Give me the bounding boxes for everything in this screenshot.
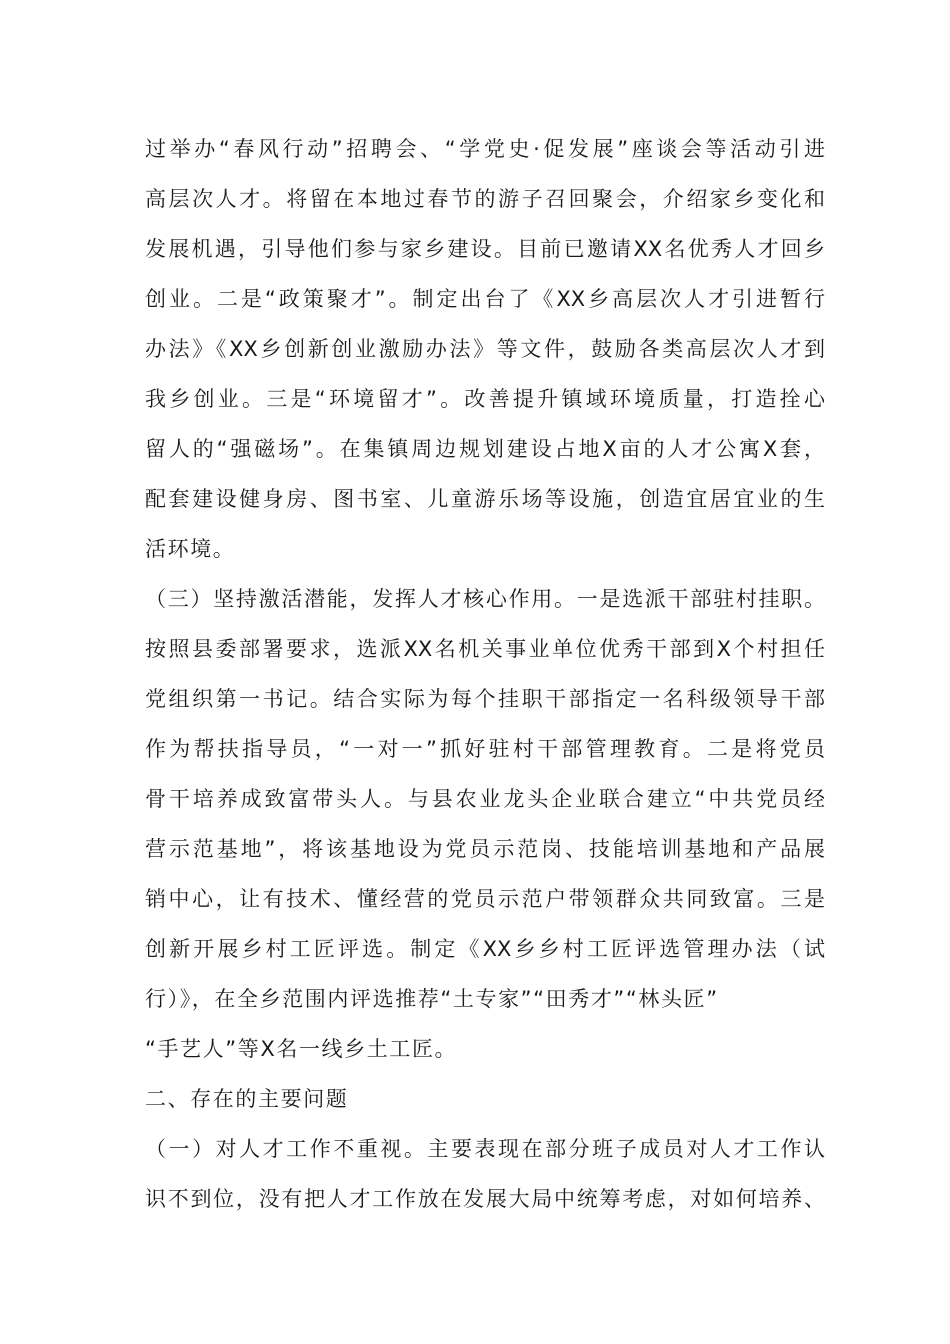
text-line: 按照县委部署要求，选派XX名机关事业单位优秀干部到X个村担任	[145, 637, 825, 661]
text-line: 创新开展乡村工匠评选。制定《XX乡乡村工匠评选管理办法（试	[145, 937, 825, 961]
text-line: 骨干培养成致富带头人。与县农业龙头企业联合建立“中共党员经	[145, 787, 825, 811]
text-line: 党组织第一书记。结合实际为每个挂职干部指定一名科级领导干部	[145, 687, 825, 711]
text-line: （三）坚持激活潜能，发挥人才核心作用。一是选派干部驻村挂职。	[145, 587, 825, 611]
text-line: 过举办“春风行动”招聘会、“学党史·促发展”座谈会等活动引进	[145, 137, 825, 161]
text-line: 营示范基地”，将该基地设为党员示范岗、技能培训基地和产品展	[145, 837, 825, 861]
text-line: 高层次人才。将留在本地过春节的游子召回聚会，介绍家乡变化和	[145, 187, 825, 211]
text-line: 活环境。	[145, 537, 236, 561]
text-line: 办法》《XX乡创新创业激励办法》等文件，鼓励各类高层次人才到	[145, 337, 825, 361]
text-line: 留人的“强磁场”。在集镇周边规划建设占地X亩的人才公寓X套，	[145, 437, 825, 461]
text-line: 销中心，让有技术、懂经营的党员示范户带领群众共同致富。三是	[145, 887, 825, 911]
text-line: 发展机遇，引导他们参与家乡建设。目前已邀请XX名优秀人才回乡	[145, 237, 825, 261]
text-line: （一）对人才工作不重视。主要表现在部分班子成员对人才工作认	[145, 1137, 825, 1161]
text-line: 行）》，在全乡范围内评选推荐“土专家”“田秀才”“林头匠”	[145, 987, 719, 1011]
text-line: 我乡创业。三是“环境留才”。改善提升镇域环境质量，打造拴心	[145, 387, 825, 411]
text-line: 配套建设健身房、图书室、儿童游乐场等设施，创造宜居宜业的生	[145, 487, 825, 511]
text-line: 创业。二是“政策聚才”。制定出台了《XX乡高层次人才引进暂行	[145, 287, 825, 311]
text-line: 识不到位，没有把人才工作放在发展大局中统筹考虑，对如何培养、	[145, 1187, 825, 1211]
document-body	[145, 124, 825, 1224]
text-line: 作为帮扶指导员，“一对一”抓好驻村干部管理教育。二是将党员	[145, 737, 825, 761]
section-heading: 二、存在的主要问题	[145, 1087, 349, 1111]
text-line: “手艺人”等X名一线乡土工匠。	[145, 1037, 458, 1061]
